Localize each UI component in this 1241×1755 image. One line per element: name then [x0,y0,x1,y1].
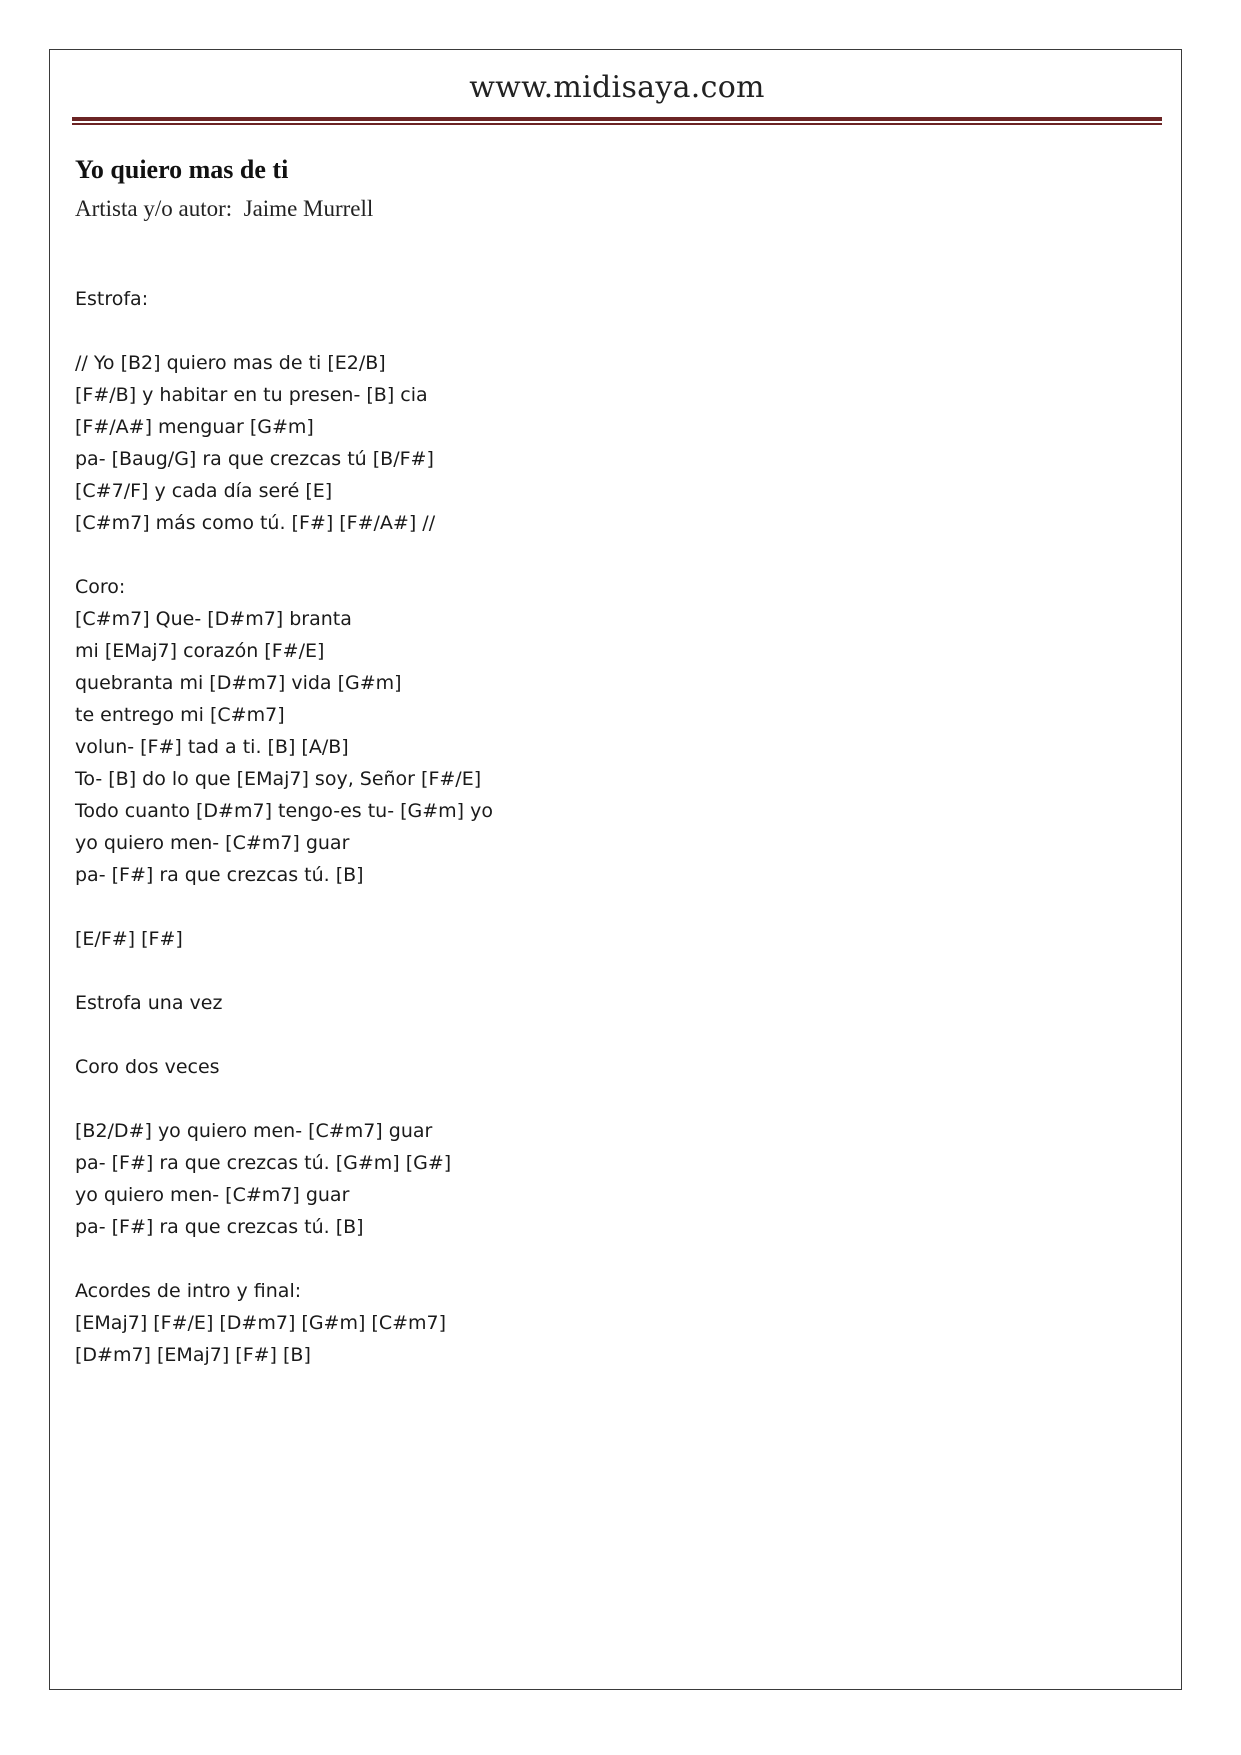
lyric-line: volun- [F#] tad a ti. [B] [A/B] [75,736,349,758]
site-header: www.midisaya.com [469,70,765,105]
lyric-line: Todo cuanto [D#m7] tengo-es tu- [G#m] yo [75,800,493,822]
lyric-line: Coro: [75,576,126,598]
lyric-line [75,315,493,347]
lyric-line [75,539,493,571]
header-rule-thick [72,117,1162,121]
lyric-line [75,1083,493,1115]
lyric-line: [EMaj7] [F#/E] [D#m7] [G#m] [C#m7] [75,1312,447,1334]
lyric-line: Acordes de intro y final: [75,1280,302,1302]
lyric-line [75,1243,493,1275]
lyric-line: Coro dos veces [75,1056,220,1078]
lyric-line: pa- [F#] ra que crezcas tú. [B] [75,864,364,886]
lyric-line: quebranta mi [D#m7] vida [G#m] [75,672,402,694]
lyric-line: yo quiero men- [C#m7] guar [75,1184,350,1206]
lyric-line [75,955,493,987]
lyric-line: [F#/A#] menguar [G#m] [75,416,314,438]
lyric-line: // Yo [B2] quiero mas de ti [E2/B] [75,352,386,374]
lyric-line: pa- [F#] ra que crezcas tú. [B] [75,1216,364,1238]
lyrics-body [75,283,493,1371]
header-rule-thin [72,123,1162,125]
lyric-line: te entrego mi [C#m7] [75,704,285,726]
lyric-line: [D#m7] [EMaj7] [F#] [B] [75,1344,311,1366]
lyric-line: Estrofa: [75,288,149,310]
lyric-line: pa- [Baug/G] ra que crezcas tú [B/F#] [75,448,434,470]
lyric-line [75,1019,493,1051]
lyric-line: [B2/D#] yo quiero men- [C#m7] guar [75,1120,433,1142]
song-title: Yo quiero mas de ti [75,155,289,184]
lyric-line: mi [EMaj7] corazón [F#/E] [75,640,325,662]
lyric-line: [C#m7] más como tú. [F#] [F#/A#] // [75,512,436,534]
lyric-line: pa- [F#] ra que crezcas tú. [G#m] [G#] [75,1152,452,1174]
artist-line: Artista y/o autor: Jaime Murrell [75,196,374,221]
lyric-line: [F#/B] y habitar en tu presen- [B] cia [75,384,428,406]
lyric-line: [C#m7] Que- [D#m7] branta [75,608,352,630]
lyric-line [75,891,493,923]
lyric-line: yo quiero men- [C#m7] guar [75,832,350,854]
lyric-line: Estrofa una vez [75,992,223,1014]
lyric-line: To- [B] do lo que [EMaj7] soy, Señor [F#/E] [75,768,482,790]
lyric-line: [E/F#] [F#] [75,928,183,950]
lyric-line: [C#7/F] y cada día seré [E] [75,480,333,502]
